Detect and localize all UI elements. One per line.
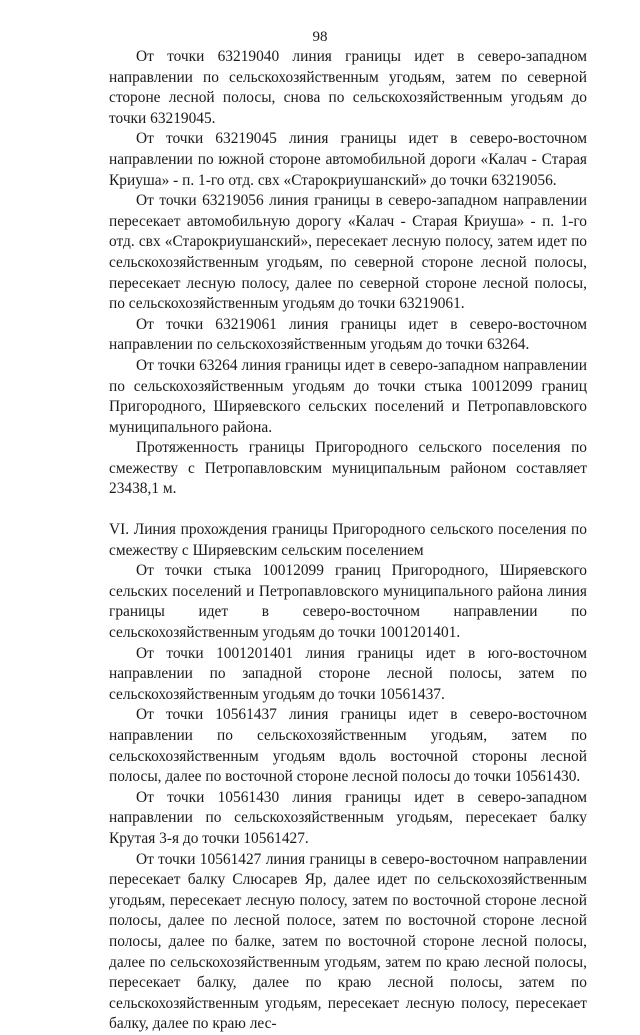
paragraph: От точки 10561427 линия границы в северо-восточном направлении пересекает балку Слюсарев Яр, далее идет по сельскохозяйственным угодьям, пересекает лесную полосу, затем по восточной стороне лесной полосы, далее по лесной полосе, затем по восточной стороне лесной полосы, далее по балке, затем по восточной стороне лесной полосы, далее по сельскохозяйственным угодьям, затем по краю лесной полосы, пересекает балку, далее по краю лесной полосы, затем по сельскохозяйственным угодьям, пересекает лесную полосу, пересекает балку, далее по краю лес- xyxy=(109,850,587,1033)
paragraph: От точки 63264 линия границы идет в северо-западном направлении по сельскохозяйственным угодьям до точки стыка 10012099 границ Пригородного, Ширяевского сельских поселений и Петропавловского муниципального района. xyxy=(109,356,587,436)
paragraph: Протяженность границы Пригородного сельского поселения по смежеству с Петропавловским муниципальным районом составляет 23438,1 м. xyxy=(109,439,587,498)
paragraph: От точки 10561437 линия границы идет в северо-восточном направлении по сельскохозяйственным угодьям, затем по сельскохозяйственным угодьям вдоль восточной стороны лесной полосы, далее по восточной стороне лесной полосы до точки 10561430. xyxy=(109,706,587,786)
page-number: 98 xyxy=(312,29,328,45)
section-heading: VI. Линия прохождения границы Пригородного сельского поселения по смежеству с Ширяевским сельским поселением xyxy=(109,521,587,559)
document-body xyxy=(109,47,587,1035)
paragraph: От точки 63219056 линия границы в северо-западном направлении пересекает автомобильную дорогу «Калач - Старая Криуша» - п. 1-го отд. свх «Старокриушанский», пересекает лесную полосу, затем идет по сельскохозяйственным угодьям, по северной стороне лесной полосы, пересекает лесную полосу, далее по северной стороне лесной полосы, по сельскохозяйственным угодьям до точки 63219061. xyxy=(109,192,587,313)
paragraph: От точки 1001201401 линия границы идет в юго-восточном направлении по западной стороне лесной полосы, затем по сельскохозяйственным угодьям до точки 10561437. xyxy=(109,644,587,703)
paragraph: От точки 10561430 линия границы идет в северо-западном направлении по сельскохозяйственным угодьям, пересекает балку Крутая 3-я до точки 10561427. xyxy=(109,788,587,847)
section-spacer xyxy=(109,500,587,520)
paragraph: От точки 63219061 линия границы идет в северо-восточном направлении по сельскохозяйственным угодьям до точки 63264. xyxy=(109,315,587,354)
paragraph: От точки стыка 10012099 границ Пригородного, Ширяевского сельских поселений и Петропавловского муниципального района линия границы идет в северо-восточном направлении по сельскохозяйственным угодьям до точки 1001201401. xyxy=(109,562,587,642)
paragraph: От точки 63219040 линия границы идет в северо-западном направлении по сельскохозяйственным угодьям, затем по северной стороне лесной полосы, снова по сельскохозяйственным угодьям до точки 63219045. xyxy=(109,48,587,127)
paragraph: От точки 63219045 линия границы идет в северо-восточном направлении по южной стороне автомобильной дороги «Калач - Старая Криуша» - п. 1-го отд. свх «Старокриушанский» до точки 63219056. xyxy=(109,130,587,189)
